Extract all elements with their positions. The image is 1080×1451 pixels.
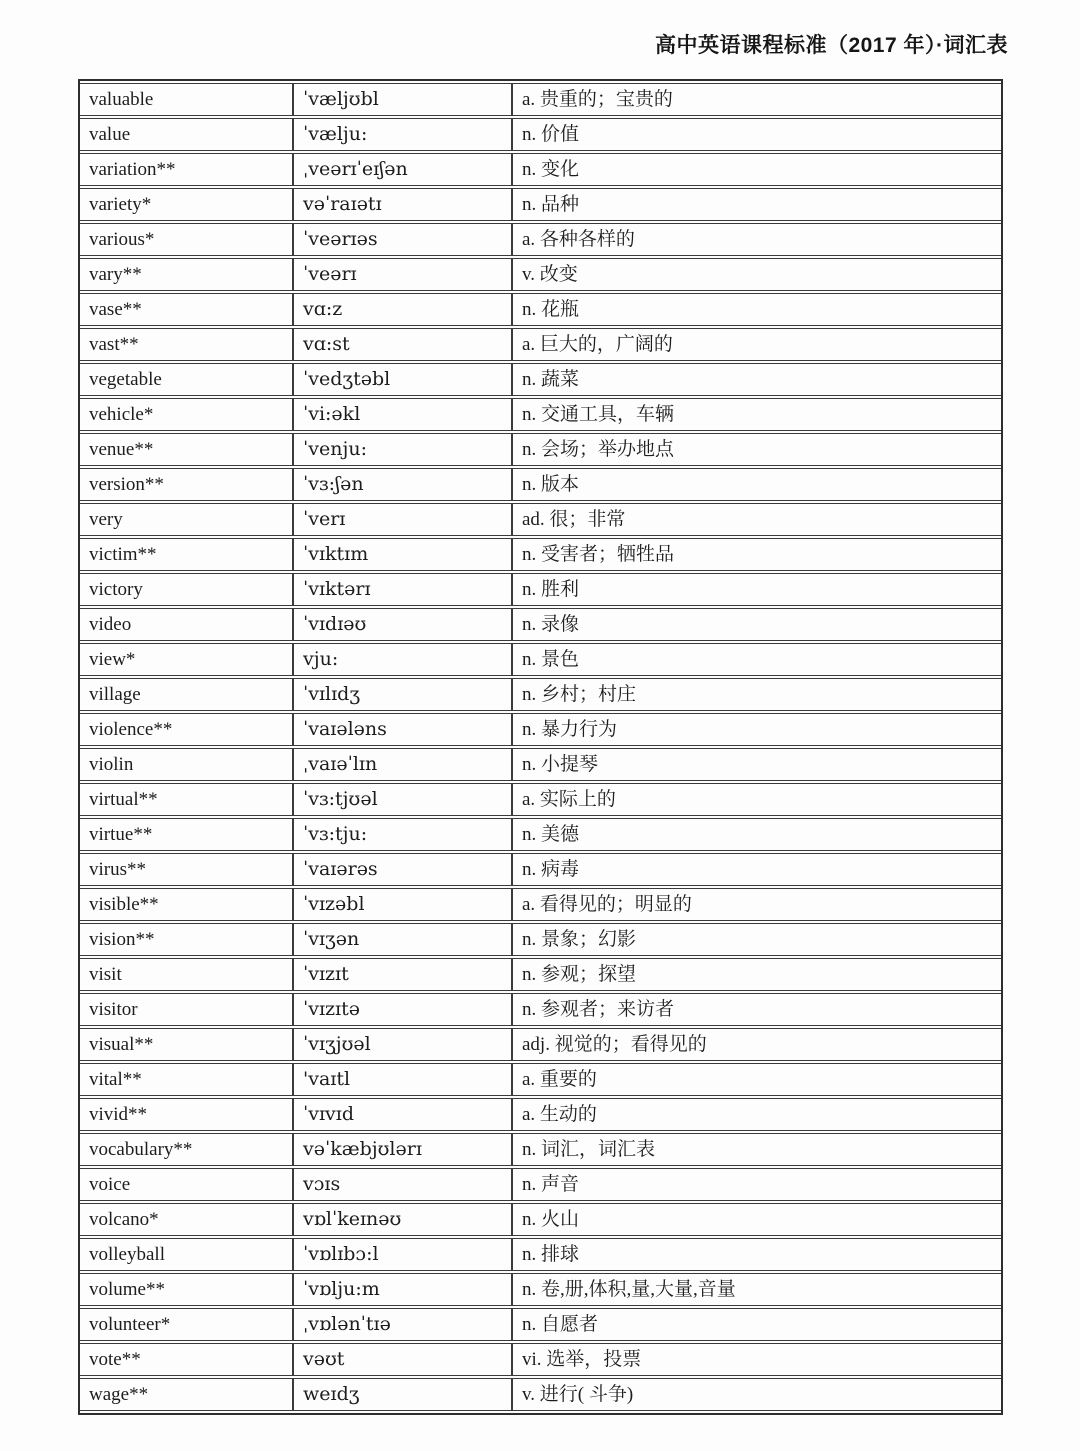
pronunciation-cell: ˈvaɪərəs xyxy=(292,853,511,886)
pronunciation-cell: vəʊt xyxy=(292,1343,511,1376)
vocab-row xyxy=(80,1028,1001,1061)
word-cell: view* xyxy=(80,643,292,676)
vocab-row xyxy=(80,923,1001,956)
meaning-cell: a. 生动的 xyxy=(511,1098,1001,1131)
pronunciation-cell: vɒlˈkeɪnəʊ xyxy=(292,1203,511,1236)
meaning-cell: a. 巨大的，广阔的 xyxy=(511,328,1001,361)
meaning-cell: a. 重要的 xyxy=(511,1063,1001,1096)
pronunciation-cell: vəˈraɪətɪ xyxy=(292,188,511,221)
pronunciation-cell: weɪdʒ xyxy=(292,1378,511,1411)
vocab-row xyxy=(80,538,1001,571)
meaning-cell: a. 各种各样的 xyxy=(511,223,1001,256)
meaning-cell: n. 会场；举办地点 xyxy=(511,433,1001,466)
word-cell: version** xyxy=(80,468,292,501)
pronunciation-cell: ˈvɪzɪt xyxy=(292,958,511,991)
meaning-cell: n. 花瓶 xyxy=(511,293,1001,326)
vocab-row xyxy=(80,643,1001,676)
word-cell: vegetable xyxy=(80,363,292,396)
word-cell: visual** xyxy=(80,1028,292,1061)
word-cell: victim** xyxy=(80,538,292,571)
meaning-cell: n. 火山 xyxy=(511,1203,1001,1236)
pronunciation-cell: ˌveərɪˈeɪʃən xyxy=(292,153,511,186)
pronunciation-cell: ˈvɪzəbl xyxy=(292,888,511,921)
vocabulary-table-border xyxy=(78,79,1003,1415)
pronunciation-cell: ˈvɒlju:m xyxy=(292,1273,511,1306)
meaning-cell: vi. 选举，投票 xyxy=(511,1343,1001,1376)
vocab-row xyxy=(80,1343,1001,1376)
word-cell: violin xyxy=(80,748,292,781)
vocab-row xyxy=(80,83,1001,116)
meaning-cell: n. 美德 xyxy=(511,818,1001,851)
meaning-cell: n. 景色 xyxy=(511,643,1001,676)
meaning-cell: v. 改变 xyxy=(511,258,1001,291)
vocab-row xyxy=(80,468,1001,501)
pronunciation-cell: ˈvɜ:tju: xyxy=(292,818,511,851)
pronunciation-cell: ˈvɪʒjʊəl xyxy=(292,1028,511,1061)
meaning-cell: a. 看得见的；明显的 xyxy=(511,888,1001,921)
pronunciation-cell: ˈvɪvɪd xyxy=(292,1098,511,1131)
word-cell: visible** xyxy=(80,888,292,921)
pronunciation-cell: ˈvedʒtəbl xyxy=(292,363,511,396)
meaning-cell: n. 参观；探望 xyxy=(511,958,1001,991)
vocab-row xyxy=(80,1168,1001,1201)
vocab-row xyxy=(80,328,1001,361)
word-cell: village xyxy=(80,678,292,711)
vocab-row xyxy=(80,503,1001,536)
meaning-cell: n. 受害者；牺牲品 xyxy=(511,538,1001,571)
meaning-cell: n. 交通工具，车辆 xyxy=(511,398,1001,431)
vocab-row xyxy=(80,853,1001,886)
page-header-title: 高中英语课程标准（2017 年）·词汇表 xyxy=(654,34,1008,57)
pronunciation-cell: ˈvɪzɪtə xyxy=(292,993,511,1026)
word-cell: visit xyxy=(80,958,292,991)
word-cell: wage** xyxy=(80,1378,292,1411)
meaning-cell: v. 进行( 斗争) xyxy=(511,1378,1001,1411)
vocab-row xyxy=(80,748,1001,781)
word-cell: valuable xyxy=(80,83,292,116)
meaning-cell: n. 排球 xyxy=(511,1238,1001,1271)
vocab-row xyxy=(80,713,1001,746)
meaning-cell: a. 贵重的；宝贵的 xyxy=(511,83,1001,116)
vocab-row xyxy=(80,433,1001,466)
word-cell: vary** xyxy=(80,258,292,291)
word-cell: value xyxy=(80,118,292,151)
word-cell: vital** xyxy=(80,1063,292,1096)
word-cell: variation** xyxy=(80,153,292,186)
pronunciation-cell: ˈvɜ:tjʊəl xyxy=(292,783,511,816)
pronunciation-cell: vɑ:z xyxy=(292,293,511,326)
meaning-cell: n. 录像 xyxy=(511,608,1001,641)
vocab-row xyxy=(80,573,1001,606)
pronunciation-cell: ˈvæljʊbl xyxy=(292,83,511,116)
pronunciation-cell: ˈverɪ xyxy=(292,503,511,536)
vocab-row xyxy=(80,1098,1001,1131)
pronunciation-cell: vju: xyxy=(292,643,511,676)
meaning-cell: n. 参观者；来访者 xyxy=(511,993,1001,1026)
vocab-row xyxy=(80,1238,1001,1271)
word-cell: video xyxy=(80,608,292,641)
vocab-row xyxy=(80,188,1001,221)
vocab-row xyxy=(80,993,1001,1026)
meaning-cell: n. 暴力行为 xyxy=(511,713,1001,746)
pronunciation-cell: ˈvɪʒən xyxy=(292,923,511,956)
word-cell: vision** xyxy=(80,923,292,956)
word-cell: virus** xyxy=(80,853,292,886)
meaning-cell: n. 胜利 xyxy=(511,573,1001,606)
pronunciation-cell: ˈvenju: xyxy=(292,433,511,466)
word-cell: vast** xyxy=(80,328,292,361)
word-cell: volunteer* xyxy=(80,1308,292,1341)
pronunciation-cell: ˈveərɪ xyxy=(292,258,511,291)
meaning-cell: n. 病毒 xyxy=(511,853,1001,886)
meaning-cell: n. 变化 xyxy=(511,153,1001,186)
word-cell: vivid** xyxy=(80,1098,292,1131)
vocab-row xyxy=(80,1133,1001,1166)
word-cell: virtual** xyxy=(80,783,292,816)
pronunciation-cell: 'vaɪtl xyxy=(292,1063,511,1096)
meaning-cell: n. 词汇，词汇表 xyxy=(511,1133,1001,1166)
word-cell: variety* xyxy=(80,188,292,221)
word-cell: vocabulary** xyxy=(80,1133,292,1166)
meaning-cell: n. 自愿者 xyxy=(511,1308,1001,1341)
vocab-row xyxy=(80,1308,1001,1341)
vocab-row xyxy=(80,783,1001,816)
vocab-row xyxy=(80,1203,1001,1236)
meaning-cell: a. 实际上的 xyxy=(511,783,1001,816)
pronunciation-cell: ˈvɪdɪəʊ xyxy=(292,608,511,641)
pronunciation-cell: ˈvɜ:ʃən xyxy=(292,468,511,501)
vocab-row xyxy=(80,153,1001,186)
pronunciation-cell: ˈvi:əkl xyxy=(292,398,511,431)
pronunciation-cell: ˈvɪlɪdʒ xyxy=(292,678,511,711)
vocabulary-table xyxy=(80,81,1001,1413)
vocab-row xyxy=(80,818,1001,851)
meaning-cell: n. 景象；幻影 xyxy=(511,923,1001,956)
word-cell: visitor xyxy=(80,993,292,1026)
word-cell: various* xyxy=(80,223,292,256)
vocab-row xyxy=(80,398,1001,431)
vocab-row xyxy=(80,608,1001,641)
pronunciation-cell: ˈvɪktərɪ xyxy=(292,573,511,606)
meaning-cell: n. 品种 xyxy=(511,188,1001,221)
word-cell: volume** xyxy=(80,1273,292,1306)
word-cell: very xyxy=(80,503,292,536)
pronunciation-cell: vɑ:st xyxy=(292,328,511,361)
word-cell: vehicle* xyxy=(80,398,292,431)
meaning-cell: n. 声音 xyxy=(511,1168,1001,1201)
meaning-cell: ad. 很；非常 xyxy=(511,503,1001,536)
meaning-cell: n. 卷,册,体积,量,大量,音量 xyxy=(511,1273,1001,1306)
pronunciation-cell: ˈvɒlɪbɔ:l xyxy=(292,1238,511,1271)
word-cell: volcano* xyxy=(80,1203,292,1236)
vocab-row xyxy=(80,258,1001,291)
word-cell: violence** xyxy=(80,713,292,746)
meaning-cell: n. 蔬菜 xyxy=(511,363,1001,396)
vocab-row xyxy=(80,118,1001,151)
meaning-cell: n. 小提琴 xyxy=(511,748,1001,781)
vocab-row xyxy=(80,293,1001,326)
vocab-row xyxy=(80,888,1001,921)
vocab-row xyxy=(80,363,1001,396)
pronunciation-cell: ˌvɒlənˈtɪə xyxy=(292,1308,511,1341)
vocabulary-table-body xyxy=(80,83,1001,1411)
vocab-row xyxy=(80,678,1001,711)
vocab-row xyxy=(80,1273,1001,1306)
word-cell: victory xyxy=(80,573,292,606)
pronunciation-cell: ˈvaɪələns xyxy=(292,713,511,746)
word-cell: venue** xyxy=(80,433,292,466)
vocab-row xyxy=(80,223,1001,256)
meaning-cell: n. 价值 xyxy=(511,118,1001,151)
word-cell: voice xyxy=(80,1168,292,1201)
pronunciation-cell: ˈveərɪəs xyxy=(292,223,511,256)
vocab-row xyxy=(80,1063,1001,1096)
pronunciation-cell: ˈvɪktɪm xyxy=(292,538,511,571)
pronunciation-cell: vəˈkæbjʊlərɪ xyxy=(292,1133,511,1166)
meaning-cell: n. 版本 xyxy=(511,468,1001,501)
word-cell: vote** xyxy=(80,1343,292,1376)
meaning-cell: adj. 视觉的；看得见的 xyxy=(511,1028,1001,1061)
pronunciation-cell: ˈvælju: xyxy=(292,118,511,151)
vocab-row xyxy=(80,1378,1001,1411)
word-cell: vase** xyxy=(80,293,292,326)
word-cell: volleyball xyxy=(80,1238,292,1271)
vocab-row xyxy=(80,958,1001,991)
pronunciation-cell: ˌvaɪəˈlɪn xyxy=(292,748,511,781)
meaning-cell: n. 乡村；村庄 xyxy=(511,678,1001,711)
word-cell: virtue** xyxy=(80,818,292,851)
pronunciation-cell: vɔɪs xyxy=(292,1168,511,1201)
